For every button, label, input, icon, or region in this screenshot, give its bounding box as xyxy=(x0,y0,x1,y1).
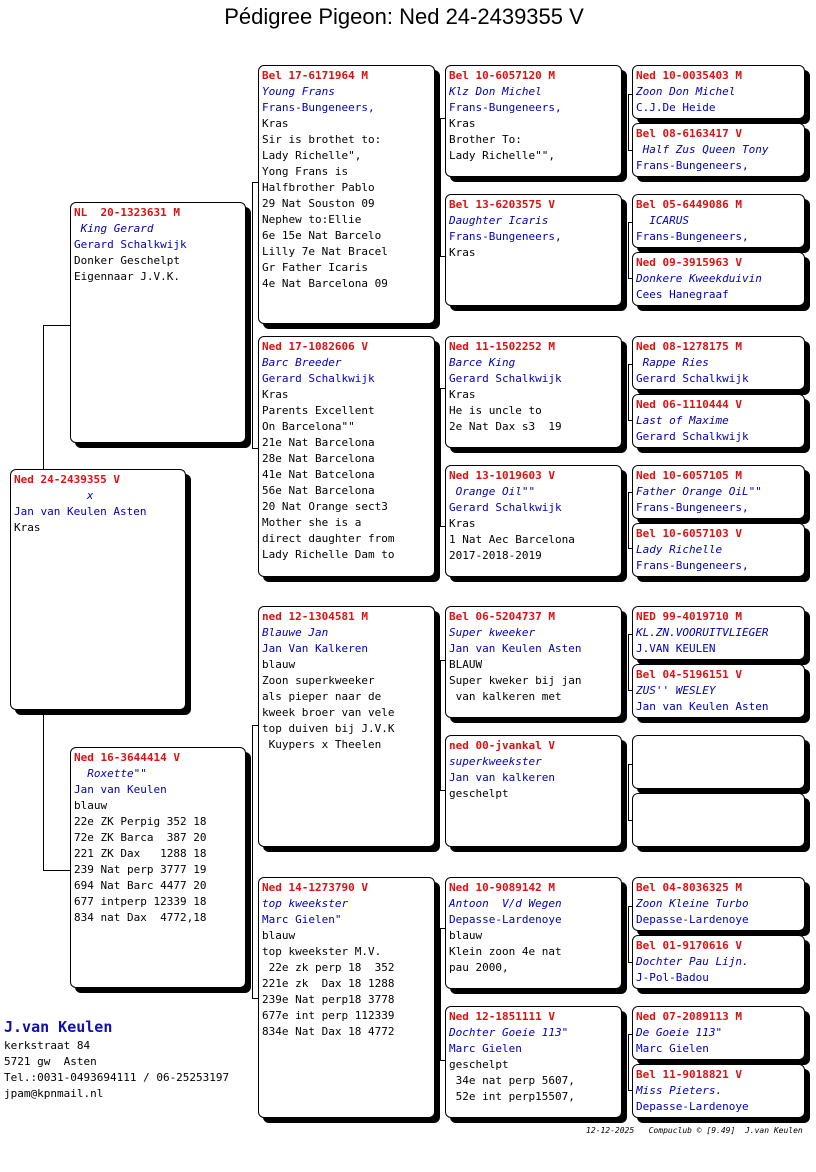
pigeon-box-sss[interactable] xyxy=(445,65,622,177)
ring-number: NL 20-1323631 M xyxy=(74,206,180,219)
ring-number: Ned 24-2439355 V xyxy=(14,473,120,486)
pigeon-box-dssd[interactable] xyxy=(632,664,805,718)
pigeon-owner: Gerard Schalkwijk xyxy=(636,430,749,443)
pigeon-info-line: Parents Excellent xyxy=(262,404,375,417)
pigeon-info-line: Kras xyxy=(14,521,41,534)
ring-number: Bel 11-9018821 V xyxy=(636,1068,742,1081)
pigeon-name: Miss Pieters. xyxy=(636,1084,723,1097)
pigeon-box-ddd[interactable] xyxy=(445,1006,622,1118)
pigeon-info-line: 1 Nat Aec Barcelona xyxy=(449,533,575,546)
pigeon-box-dd[interactable] xyxy=(258,877,435,1118)
pigeon-info-line: Eigennaar J.V.K. xyxy=(74,270,180,283)
pigeon-info-line: blauw xyxy=(74,799,108,812)
pigeon-info-line: 6e 15e Nat Barcelo xyxy=(262,229,382,242)
connector-line xyxy=(440,660,441,790)
pigeon-name: Daughter Icaris xyxy=(449,214,549,227)
pigeon-box-dsds[interactable] xyxy=(632,735,805,789)
pigeon-box-ss[interactable] xyxy=(258,65,435,324)
pigeon-box-dddd[interactable] xyxy=(632,1064,805,1118)
ring-number: Ned 09-3915963 V xyxy=(636,256,742,269)
ring-number: Ned 07-2089113 M xyxy=(636,1010,742,1023)
connector-line xyxy=(628,764,629,820)
pigeon-box-sdds[interactable] xyxy=(632,465,805,519)
ring-number: Ned 11-1502252 M xyxy=(449,340,555,353)
pigeon-owner: Frans-Bungeneers, xyxy=(636,501,749,514)
pigeon-name: Barc Breeder xyxy=(262,356,342,369)
connector-line xyxy=(440,928,441,1060)
pigeon-name: Dochter Goeie 113" xyxy=(449,1026,569,1039)
connector-line xyxy=(43,325,71,326)
pigeon-info-line: 221 ZK Dax 1288 18 xyxy=(74,847,207,860)
pigeon-info-line: 834e Nat Dax 18 4772 xyxy=(262,1025,395,1038)
pigeon-info-line: van kalkeren met xyxy=(449,690,562,703)
pigeon-info-line: Super kweker bij jan xyxy=(449,674,582,687)
pigeon-info-line: als pieper naar de xyxy=(262,690,382,703)
pigeon-box-sdss[interactable] xyxy=(632,336,805,390)
pigeon-owner: Marc Gielen xyxy=(449,1042,522,1055)
pigeon-name: Super kweeker xyxy=(449,626,536,639)
pigeon-info-line: blauw xyxy=(262,929,296,942)
ring-number: Ned 17-1082606 V xyxy=(262,340,368,353)
pigeon-info-line: Zoon superkweeker xyxy=(262,674,375,687)
pigeon-info-line: geschelpt xyxy=(449,1058,509,1071)
pigeon-info-line: 834 nat Dax 4772,18 xyxy=(74,911,207,924)
pigeon-name: Donkere Kweekduivin xyxy=(636,272,762,285)
ring-number: Bel 13-6203575 V xyxy=(449,198,555,211)
connector-line xyxy=(628,94,629,150)
pigeon-box-ddss[interactable] xyxy=(632,877,805,931)
pigeon-owner: Frans-Bungeneers, xyxy=(636,230,749,243)
pigeon-owner: Jan van Keulen xyxy=(74,783,167,796)
pigeon-info-line: Lady Richelle"", xyxy=(449,149,555,162)
connector-line xyxy=(252,868,253,998)
pigeon-info-line: Kras xyxy=(449,117,476,130)
ring-number: Bel 04-5196151 V xyxy=(636,668,742,681)
pigeon-info-line: Brother To: xyxy=(449,133,522,146)
ring-number: Bel 04-8036325 M xyxy=(636,881,742,894)
pigeon-name: ICARUS xyxy=(636,214,689,227)
connector-line xyxy=(628,1034,629,1090)
pigeon-name: Blauwe Jan xyxy=(262,626,329,639)
pigeon-box-sssd[interactable] xyxy=(632,123,805,177)
pigeon-name: KL.ZN.VOORUITVLIEGER xyxy=(636,626,769,639)
connector-line xyxy=(252,725,253,868)
pigeon-info-line: Kras xyxy=(262,117,289,130)
pigeon-name: De Goeie 113" xyxy=(636,1026,723,1039)
pigeon-name: Antoon V/d Wegen xyxy=(449,897,562,910)
pigeon-info-line: 22e ZK Perpig 352 18 xyxy=(74,815,207,828)
ring-number: ned 00-jvankal V xyxy=(449,739,555,752)
pigeon-info-line: 28e Nat Barcelona xyxy=(262,452,375,465)
pigeon-box-sire[interactable] xyxy=(70,202,246,443)
connector-line xyxy=(252,182,253,324)
pigeon-name: ZUS'' WESLEY xyxy=(636,684,716,697)
pigeon-box-ssdd[interactable] xyxy=(632,252,805,306)
pigeon-info-line: On Barcelona"" xyxy=(262,420,355,433)
ring-number: Ned 16-3644414 V xyxy=(74,751,180,764)
pigeon-owner: Depasse-Lardenoye xyxy=(636,913,749,926)
pigeon-box-sdd[interactable] xyxy=(445,465,622,577)
pigeon-name: Zoon Don Michel xyxy=(636,85,736,98)
ring-number: Bel 01-9170616 V xyxy=(636,939,742,952)
pigeon-owner: Gerard Schalkwijk xyxy=(636,372,749,385)
ring-number: ned 12-1304581 M xyxy=(262,610,368,623)
pigeon-owner: Jan van Keulen Asten xyxy=(636,700,769,713)
pigeon-name: x xyxy=(14,489,94,502)
ring-number: Bel 17-6171964 M xyxy=(262,69,368,82)
pigeon-owner: Gerard Schalkwijk xyxy=(74,238,187,251)
pigeon-info-line: 677 intperp 12339 18 xyxy=(74,895,207,908)
pigeon-owner: Marc Gielen" xyxy=(262,913,342,926)
pigeon-owner: Frans-Bungeneers, xyxy=(636,159,749,172)
pigeon-info-line: Gr Father Icaris xyxy=(262,261,368,274)
pigeon-name: Zoon Kleine Turbo xyxy=(636,897,749,910)
pigeon-box-subject[interactable] xyxy=(10,469,186,710)
connector-line xyxy=(628,906,629,962)
ring-number: NED 99-4019710 M xyxy=(636,610,742,623)
ring-number: Bel 10-6057103 V xyxy=(636,527,742,540)
pigeon-box-sd[interactable] xyxy=(258,336,435,577)
breeder-phone: Tel.:0031-0493694111 / 06-25253197 xyxy=(4,1071,230,1084)
pigeon-info-line: Lilly 7e Nat Bracel xyxy=(262,245,388,258)
pigeon-name: King Gerard xyxy=(74,222,154,235)
pigeon-info-line: He is uncle to xyxy=(449,404,542,417)
connector-line xyxy=(43,325,44,470)
ring-number: Bel 05-6449086 M xyxy=(636,198,742,211)
pigeon-info-line: 2017-2018-2019 xyxy=(449,549,542,562)
pigeon-info-line: 29 Nat Souston 09 xyxy=(262,197,375,210)
ring-number: Ned 10-9089142 M xyxy=(449,881,555,894)
pigeon-info-line: Lady Richelle Dam to xyxy=(262,548,395,561)
pigeon-name: Barce King xyxy=(449,356,516,369)
pigeon-info-line: Klein zoon 4e nat xyxy=(449,945,562,958)
breeder-address-city: 5721 gw Asten xyxy=(4,1055,97,1068)
pigeon-owner: Frans-Bungeneers, xyxy=(449,101,562,114)
pigeon-info-line: 4e Nat Barcelona 09 xyxy=(262,277,388,290)
ring-number: Bel 08-6163417 V xyxy=(636,127,742,140)
pigeon-info-line: 21e Nat Barcelona xyxy=(262,436,375,449)
pigeon-info-line: Nephew to:Ellie xyxy=(262,213,362,226)
pigeon-owner: Depasse-Lardenoye xyxy=(636,1100,749,1113)
pigeon-owner: J.VAN KEULEN xyxy=(636,642,716,655)
pigeon-info-line: 34e nat perp 5607, xyxy=(449,1074,575,1087)
pigeon-info-line: 72e ZK Barca 387 20 xyxy=(74,831,207,844)
pigeon-info-line: Halfbrother Pablo xyxy=(262,181,375,194)
pigeon-box-dss[interactable] xyxy=(445,606,622,718)
pigeon-box-ddsd[interactable] xyxy=(632,935,805,989)
pigeon-box-sdsd[interactable] xyxy=(632,394,805,448)
pigeon-box-dds[interactable] xyxy=(445,877,622,989)
pigeon-box-ssss[interactable] xyxy=(632,65,805,119)
pigeon-info-line: 52e int perp15507, xyxy=(449,1090,575,1103)
connector-line xyxy=(628,492,629,548)
connector-line xyxy=(628,222,629,278)
pigeon-info-line: pau 2000, xyxy=(449,961,509,974)
pigeon-box-ds[interactable] xyxy=(258,606,435,847)
pigeon-info-line: Kras xyxy=(449,246,476,259)
pigeon-info-line: Lady Richelle", xyxy=(262,149,362,162)
pigeon-name: superkweekster xyxy=(449,755,542,768)
breeder-name: J.van Keulen xyxy=(4,1018,113,1036)
pigeon-info-line: Kras xyxy=(262,388,289,401)
pigeon-name: Half Zus Queen Tony xyxy=(636,143,769,156)
pigeon-info-line: 694 Nat Barc 4477 20 xyxy=(74,879,207,892)
connector-line xyxy=(43,712,44,870)
ring-number: Ned 10-6057105 M xyxy=(636,469,742,482)
pigeon-info-line: 2e Nat Dax s3 19 xyxy=(449,420,562,433)
ring-number: Ned 14-1273790 V xyxy=(262,881,368,894)
pigeon-owner: J-Pol-Badou xyxy=(636,971,709,984)
pigeon-name: Rappe Ries xyxy=(636,356,709,369)
pigeon-info-line: direct daughter from xyxy=(262,532,395,545)
pigeon-box-dsdd[interactable] xyxy=(632,793,805,847)
pigeon-owner: C.J.De Heide xyxy=(636,101,716,114)
pigeon-owner: Marc Gielen xyxy=(636,1042,709,1055)
breeder-address-street: kerkstraat 84 xyxy=(4,1039,91,1052)
pigeon-name: Klz Don Michel xyxy=(449,85,542,98)
pigeon-box-dsd[interactable] xyxy=(445,735,622,847)
footer-credit: 12-12-2025 Compuclub © [9.49] J.van Keulen xyxy=(586,1126,803,1135)
pigeon-box-dam[interactable] xyxy=(70,747,246,988)
pigeon-box-ddds[interactable] xyxy=(632,1006,805,1060)
pigeon-box-ssds[interactable] xyxy=(632,194,805,248)
pigeon-owner: Depasse-Lardenoye xyxy=(449,913,562,926)
pigeon-owner: Gerard Schalkwijk xyxy=(262,372,375,385)
pigeon-info-line: 41e Nat Batcelona xyxy=(262,468,375,481)
pigeon-name: top kweekster xyxy=(262,897,349,910)
pigeon-info-line: 22e zk perp 18 352 xyxy=(262,961,395,974)
connector-line xyxy=(628,364,629,420)
ring-number: Ned 06-1110444 V xyxy=(636,398,742,411)
connector-line xyxy=(440,118,441,256)
pigeon-name: Lady Richelle xyxy=(636,543,723,556)
ring-number: Bel 06-5204737 M xyxy=(449,610,555,623)
pigeon-info-line: top duiven bij J.V.K xyxy=(262,722,395,735)
pigeon-name: Orange Oil"" xyxy=(449,485,536,498)
pigeon-info-line: Mother she is a xyxy=(262,516,362,529)
pigeon-info-line: blauw xyxy=(262,658,296,671)
breeder-email: jpam@kpnmail.nl xyxy=(4,1087,104,1100)
pigeon-name: Father Orange OiL"" xyxy=(636,485,762,498)
pigeon-info-line: Sir is brothet to: xyxy=(262,133,382,146)
connector-line xyxy=(43,870,71,871)
pigeon-owner: Frans-Bungeneers, xyxy=(636,559,749,572)
connector-line xyxy=(628,634,629,690)
pigeon-owner: Gerard Schalkwijk xyxy=(449,372,562,385)
breeder-info xyxy=(4,1016,229,1102)
pigeon-owner: Jan van Keulen Asten xyxy=(14,505,147,518)
pigeon-name: Young Frans xyxy=(262,85,335,98)
pigeon-box-sds[interactable] xyxy=(445,336,622,448)
pigeon-info-line: 239e Nat perp18 3778 xyxy=(262,993,395,1006)
ring-number: Ned 13-1019603 V xyxy=(449,469,555,482)
pigeon-name: Dochter Pau Lijn. xyxy=(636,955,749,968)
ring-number: Ned 12-1851111 V xyxy=(449,1010,555,1023)
pigeon-owner: Gerard Schalkwijk xyxy=(449,501,562,514)
pigeon-box-ssd[interactable] xyxy=(445,194,622,306)
connector-line xyxy=(440,388,441,526)
pigeon-owner: Frans-Bungeneers, xyxy=(262,101,375,114)
pigeon-info-line: 56e Nat Barcelona xyxy=(262,484,375,497)
pigeon-owner: Jan van Keulen Asten xyxy=(449,642,582,655)
connector-line xyxy=(252,324,253,448)
pigeon-info-line: Donker Geschelpt xyxy=(74,254,180,267)
pigeon-info-line: blauw xyxy=(449,929,483,942)
pigeon-info-line: 221e zk Dax 18 1288 xyxy=(262,977,395,990)
pigeon-owner: Cees Hanegraaf xyxy=(636,288,729,301)
page-title: Pédigree Pigeon: Ned 24-2439355 V xyxy=(224,4,584,29)
pigeon-info-line: top kweekster M.V. xyxy=(262,945,382,958)
pigeon-info-line: geschelpt xyxy=(449,787,509,800)
pigeon-owner: Jan van kalkeren xyxy=(449,771,555,784)
pigeon-name: Roxette"" xyxy=(74,767,147,780)
pigeon-owner: Jan Van Kalkeren xyxy=(262,642,368,655)
pigeon-info-line: 239 Nat perp 3777 19 xyxy=(74,863,207,876)
pigeon-owner: Frans-Bungeneers, xyxy=(449,230,562,243)
pigeon-info-line: Yong Frans is xyxy=(262,165,349,178)
pigeon-info-line: Kuypers x Theelen xyxy=(262,738,382,751)
pigeon-name: Last of Maxime xyxy=(636,414,729,427)
pigeon-box-dsss[interactable] xyxy=(632,606,805,660)
pigeon-info-line: 677e int perp 112339 xyxy=(262,1009,395,1022)
pigeon-info-line: 20 Nat Orange sect3 xyxy=(262,500,388,513)
ring-number: Bel 10-6057120 M xyxy=(449,69,555,82)
pigeon-info-line: BLAUW xyxy=(449,658,483,671)
pigeon-box-sddd[interactable] xyxy=(632,523,805,577)
ring-number: Ned 08-1278175 M xyxy=(636,340,742,353)
pigeon-info-line: kweek broer van vele xyxy=(262,706,395,719)
pigeon-info-line: Kras xyxy=(449,517,476,530)
ring-number: Ned 10-0035403 M xyxy=(636,69,742,82)
pigeon-info-line: Kras xyxy=(449,388,476,401)
